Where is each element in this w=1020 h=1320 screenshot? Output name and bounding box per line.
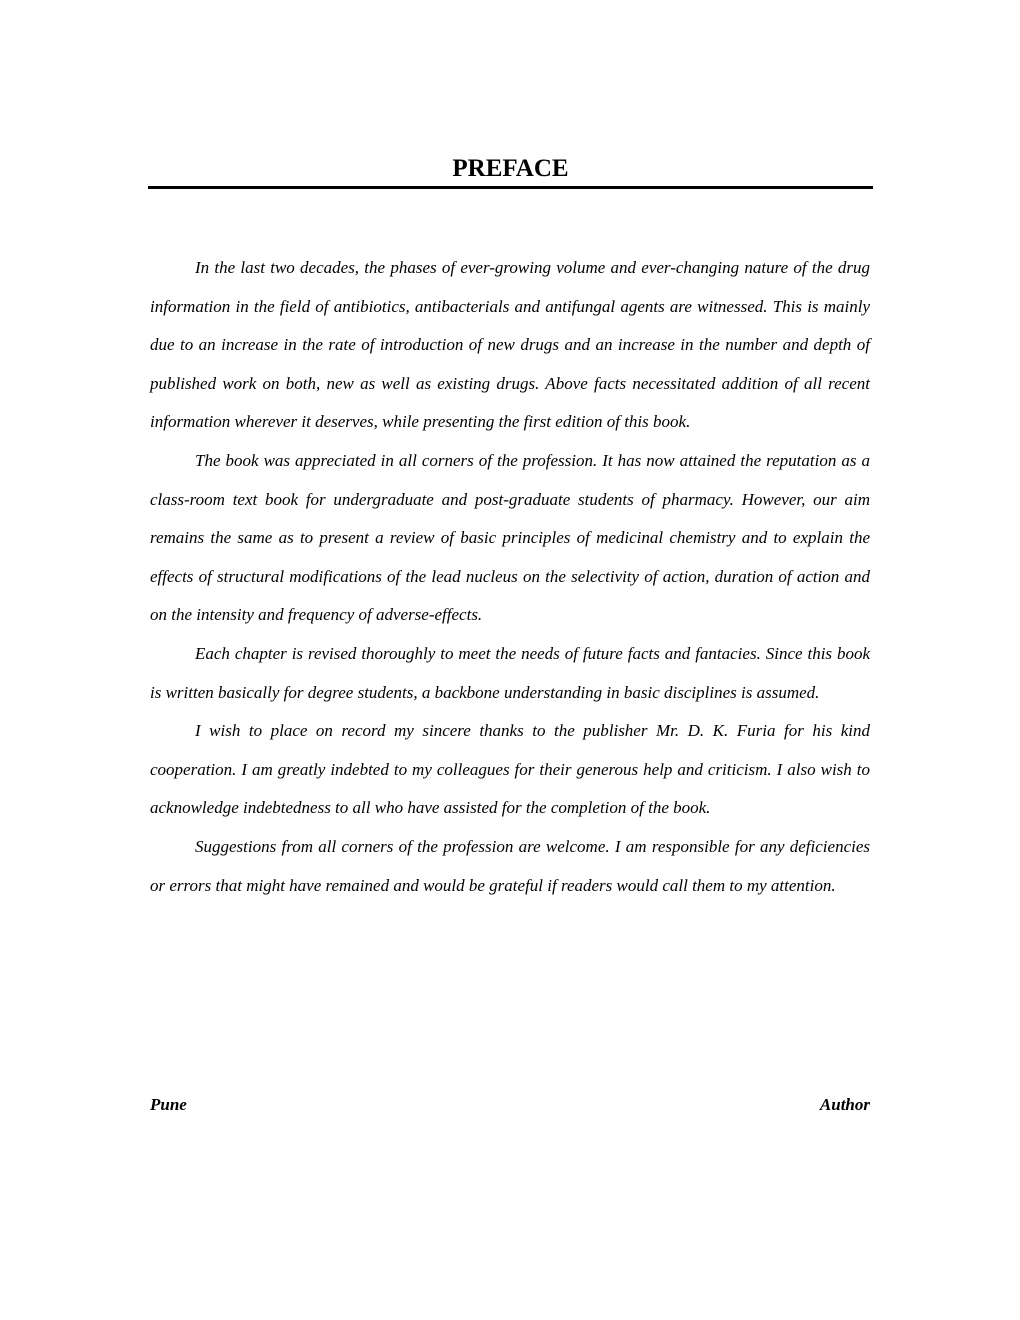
title-underline xyxy=(148,186,873,189)
paragraph-5: Suggestions from all corners of the profession are welcome. I am responsible for any deficiencies or errors that might have remained and would be grateful if readers would call them to my attention. xyxy=(150,836,870,895)
signature-place: Pune xyxy=(150,1095,187,1114)
preface-body xyxy=(150,249,870,905)
paragraph-1: In the last two decades, the phases of ever-growing volume and ever-changing nature of the drug information in the field of antibiotics, antibacterials and antifungal agents are witnessed. This is mainly due to an increase in the rate of introduction of new drugs and an increase in the number and depth of published work on both, new as well as existing drugs. Above facts necessitated addition of all recent information wherever it deserves, while presenting the first edition of this book. xyxy=(150,258,870,432)
signature-author: Author xyxy=(819,1095,870,1114)
paragraph-2: The book was appreciated in all corners of the profession. It has now attained the reputation as a class-room text book for undergraduate and post-graduate students of pharmacy. However, our aim remains the same as to present a review of basic principles of medicinal chemistry and to explain the effects of structural modifications of the lead nucleus on the selectivity of action, duration of action and on the intensity and frequency of adverse-effects. xyxy=(150,450,870,625)
paragraph-3: Each chapter is revised thoroughly to meet the needs of future facts and fantacies. Since this book is written basically for degree students, a backbone understanding in basic disciplines is assumed. xyxy=(150,643,870,702)
paragraph-4: I wish to place on record my sincere thanks to the publisher Mr. D. K. Furia for his kind cooperation. I am greatly indebted to my colleagues for their generous help and criticism. I also wish to acknowledge indebtedness to all who have assisted for the completion of the book. xyxy=(150,721,870,818)
page-title: PREFACE xyxy=(452,155,569,182)
